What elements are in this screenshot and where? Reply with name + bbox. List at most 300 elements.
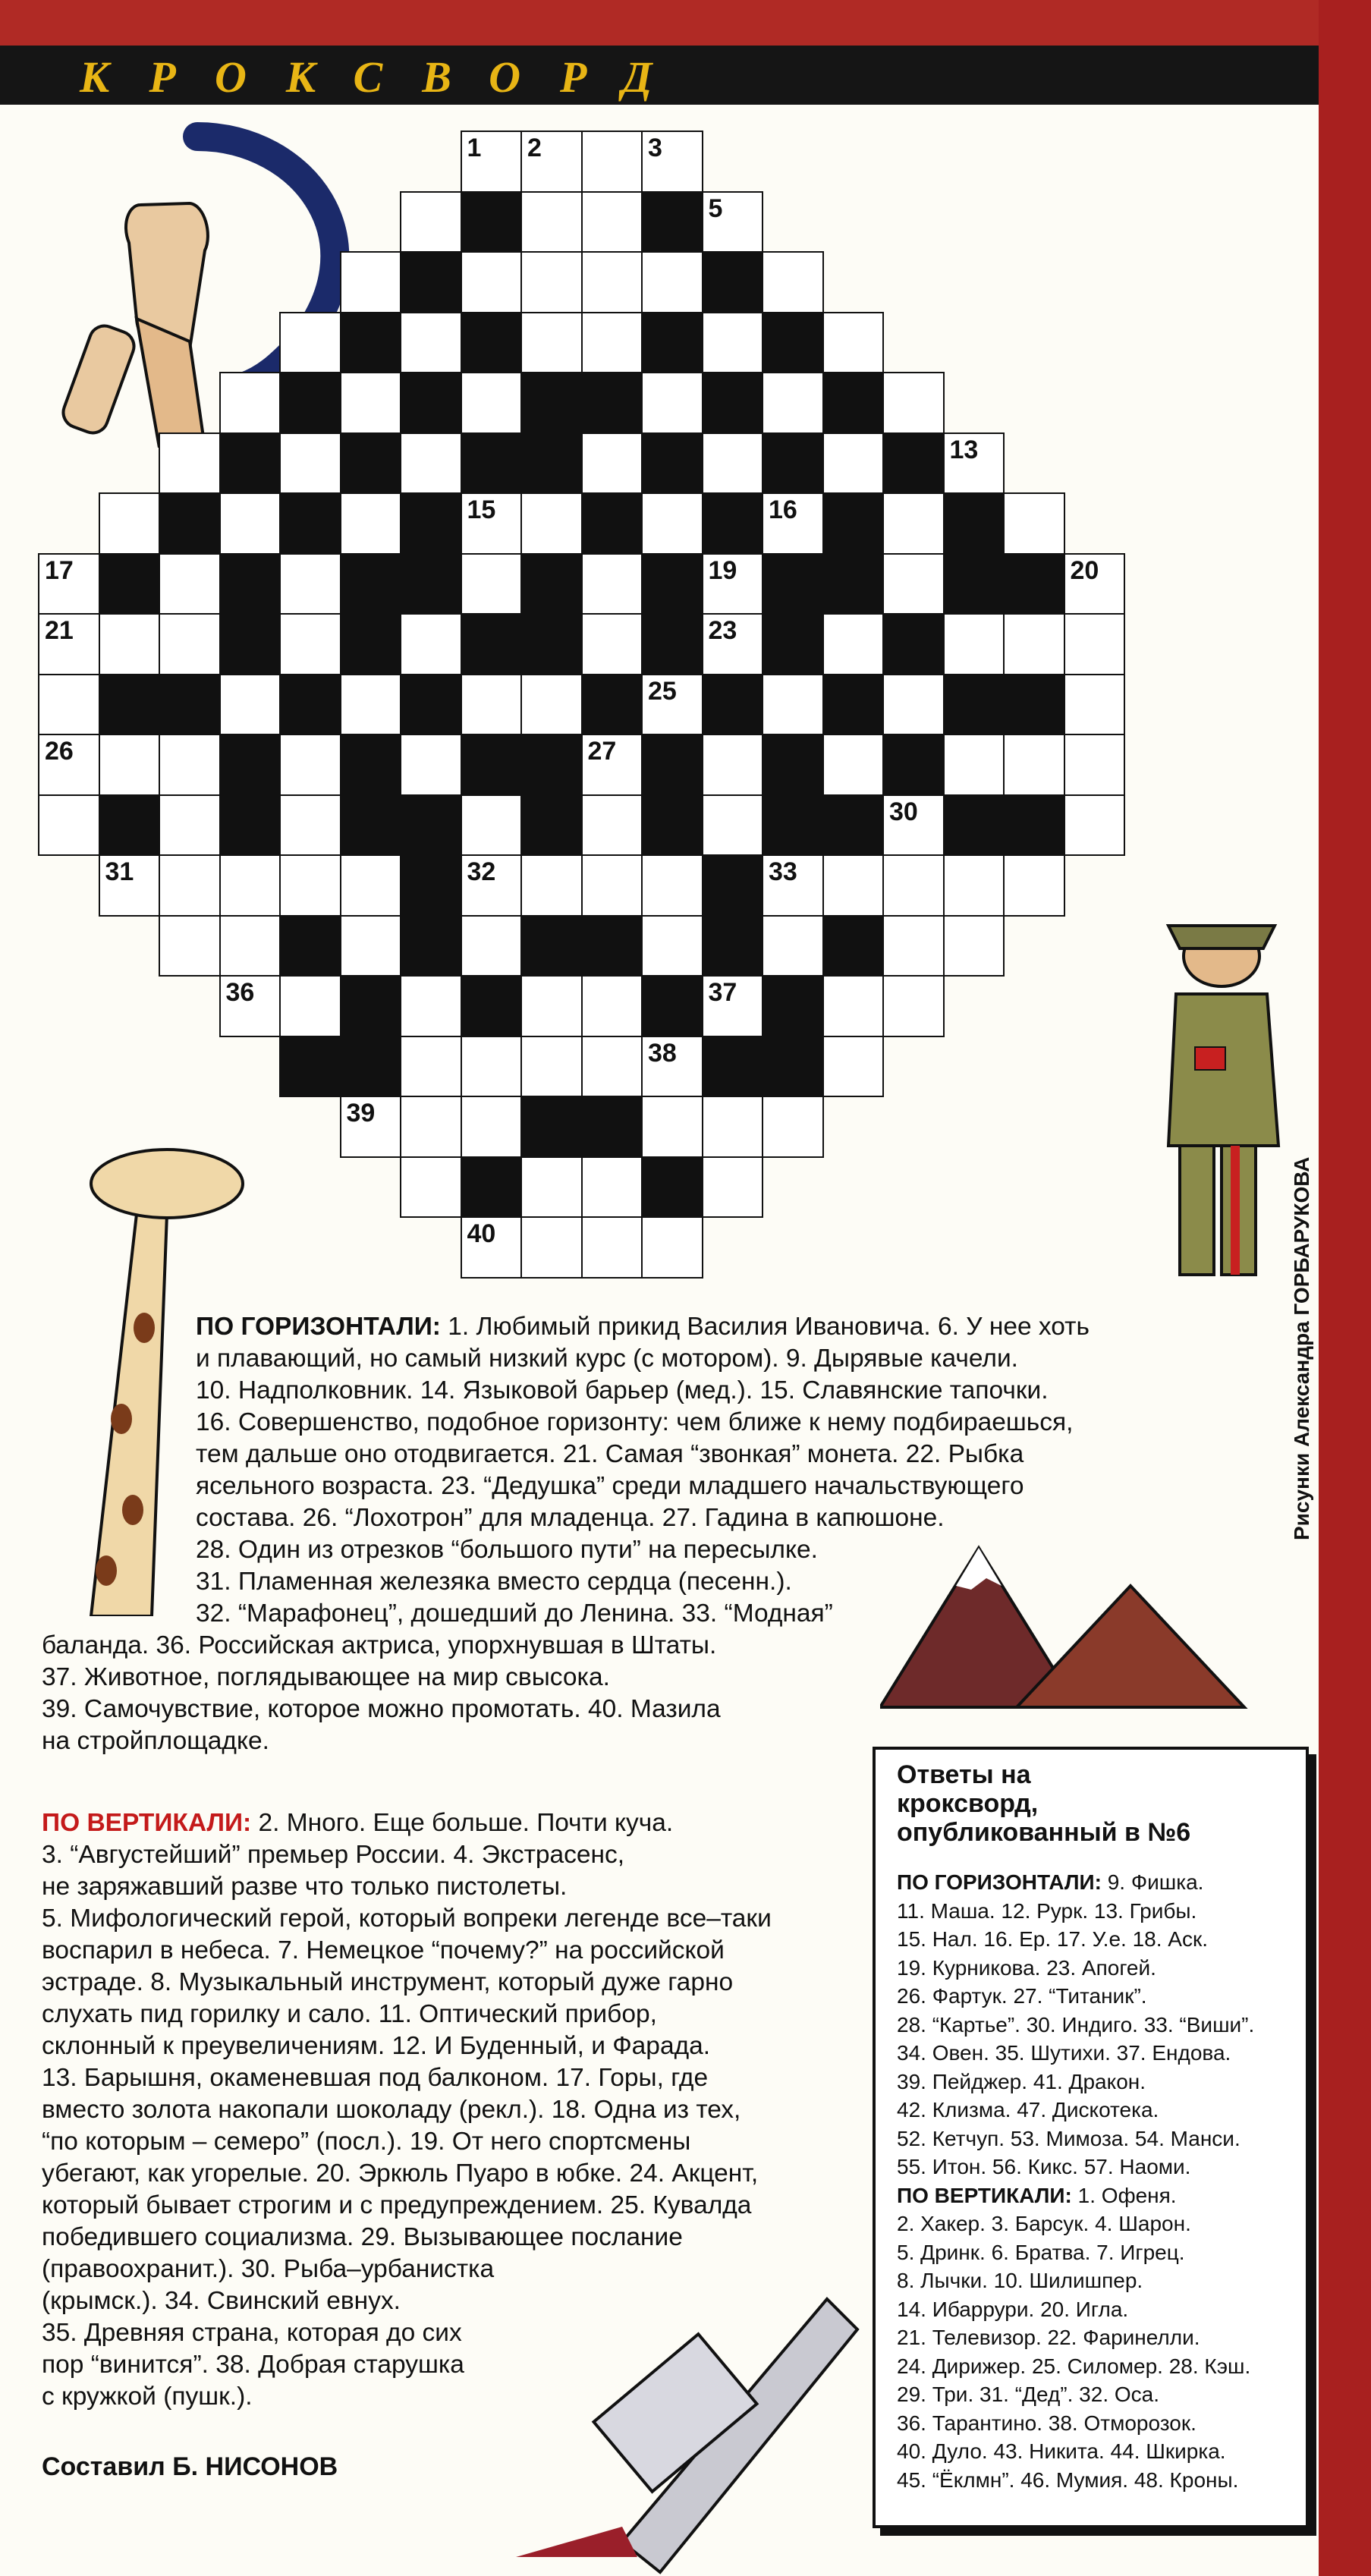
crossword-black-cell bbox=[943, 794, 1005, 857]
clue-number: 26 bbox=[45, 737, 74, 766]
answers-line: 34. Овен. 35. Шутихи. 37. Ендова. bbox=[897, 2041, 1231, 2065]
down-clue-line: победившего социализма. 29. Вызывающее послание bbox=[42, 2223, 683, 2251]
clue-number: 32 bbox=[467, 857, 496, 886]
clue-number: 15 bbox=[467, 495, 496, 524]
clue-number: 16 bbox=[769, 495, 797, 524]
crossword-cell bbox=[400, 312, 462, 374]
crossword-cell bbox=[159, 613, 221, 675]
crossword-cell bbox=[943, 915, 1005, 977]
crossword-black-cell bbox=[279, 1036, 341, 1098]
crossword-cell bbox=[461, 372, 523, 434]
crossword-black-cell bbox=[400, 915, 462, 977]
crossword-cell bbox=[400, 432, 462, 495]
crossword-black-cell bbox=[520, 553, 583, 615]
down-clue-line: “по которым – семеро” (посл.). 19. От него спортсмены bbox=[42, 2128, 691, 2156]
answers-across-header: ПО ГОРИЗОНТАЛИ: bbox=[897, 1870, 1102, 1894]
crossword-cell bbox=[520, 1216, 583, 1279]
crossword-black-cell bbox=[159, 492, 221, 555]
crossword-cell bbox=[702, 975, 764, 1037]
crossword-cell bbox=[461, 674, 523, 736]
crossword-black-cell bbox=[882, 432, 945, 495]
clue-number: 36 bbox=[225, 978, 255, 1007]
crossword-black-cell bbox=[641, 553, 703, 615]
answers-line: 21. Телевизор. 22. Фаринелли. bbox=[897, 2326, 1200, 2349]
crossword-cell bbox=[279, 613, 341, 675]
crossword-cell bbox=[340, 915, 402, 977]
crossword-cell bbox=[702, 734, 764, 796]
down-clue-line: с кружкой (пушк.). bbox=[42, 2383, 253, 2411]
crossword-cell bbox=[762, 251, 824, 313]
clue-number: 21 bbox=[45, 616, 74, 645]
crossword-cell bbox=[400, 1096, 462, 1158]
crossword-black-cell bbox=[882, 613, 945, 675]
across-clue-line: 32. “Марафонец”, дошедший до Ленина. 33. “Модная” bbox=[196, 1599, 833, 1628]
crossword-cell bbox=[520, 191, 583, 253]
crossword-cell bbox=[822, 1036, 885, 1098]
crossword-cell bbox=[882, 854, 945, 917]
crossword-black-cell bbox=[641, 1156, 703, 1219]
answers-line: 19. Курникова. 23. Апогей. bbox=[897, 1955, 1156, 1980]
crossword-cell bbox=[340, 251, 402, 313]
answers-down-line: ПО ВЕРТИКАЛИ: 1. Офеня. bbox=[897, 2183, 1177, 2207]
crossword-cell bbox=[882, 492, 945, 555]
crossword-black-cell bbox=[702, 854, 764, 917]
down-clue-line: 5. Мифологический герой, который вопреки легенде все–таки bbox=[42, 1904, 772, 1933]
crossword-cell bbox=[461, 915, 523, 977]
crossword-cell bbox=[219, 492, 281, 555]
crossword-cell bbox=[340, 674, 402, 736]
crossword-cell bbox=[159, 915, 221, 977]
answers-line: 2. Хакер. 3. Барсук. 4. Шарон. bbox=[897, 2212, 1191, 2235]
crossword-black-cell bbox=[641, 975, 703, 1037]
answers-across-line: ПО ГОРИЗОНТАЛИ: 9. Фишка. bbox=[897, 1870, 1204, 1894]
crossword-black-cell bbox=[520, 1096, 583, 1158]
crossword-cell bbox=[279, 734, 341, 796]
crossword-cell bbox=[38, 794, 100, 857]
crossword-cell bbox=[762, 854, 824, 917]
crossword-black-cell bbox=[762, 794, 824, 857]
crossword-black-cell bbox=[219, 613, 281, 675]
crossword-black-cell bbox=[279, 674, 341, 736]
crossword-cell bbox=[581, 251, 643, 313]
crossword-cell bbox=[882, 975, 945, 1037]
clue-number: 39 bbox=[346, 1099, 376, 1128]
crossword-black-cell bbox=[882, 734, 945, 796]
crossword-cell bbox=[943, 854, 1005, 917]
clue-number: 17 bbox=[45, 555, 74, 585]
across-clue-line: и плавающий, но самый низкий курс (с мотором). 9. Дырявые качели. bbox=[196, 1345, 1018, 1373]
crossword-cell bbox=[219, 372, 281, 434]
crossword-black-cell bbox=[702, 492, 764, 555]
crossword-cell bbox=[581, 553, 643, 615]
crossword-black-cell bbox=[461, 191, 523, 253]
crossword-black-cell bbox=[99, 553, 161, 615]
crossword-black-cell bbox=[822, 492, 885, 555]
answers-line: 28. “Картье”. 30. Индиго. 33. “Виши”. bbox=[897, 2012, 1255, 2037]
crossword-black-cell bbox=[943, 492, 1005, 555]
crossword-cell bbox=[882, 794, 945, 857]
crossword-black-cell bbox=[340, 312, 402, 374]
crossword-cell bbox=[159, 432, 221, 495]
crossword-black-cell bbox=[400, 794, 462, 857]
clue-number: 23 bbox=[708, 616, 737, 645]
crossword-black-cell bbox=[822, 553, 885, 615]
down-clue-line: убегают, как угорелые. 20. Эркюль Пуаро в юбке. 24. Акцент, bbox=[42, 2159, 759, 2188]
crossword-black-cell bbox=[581, 674, 643, 736]
clue-number: 20 bbox=[1070, 555, 1099, 585]
crossword-cell bbox=[159, 854, 221, 917]
crossword-black-cell bbox=[461, 432, 523, 495]
crossword-cell bbox=[340, 372, 402, 434]
crossword-cell bbox=[641, 674, 703, 736]
crossword-cell bbox=[99, 613, 161, 675]
answers-line: 15. Нал. 16. Ер. 17. У.е. 18. Аск. bbox=[897, 1927, 1208, 1951]
crossword-cell bbox=[520, 674, 583, 736]
crossword-cell bbox=[461, 492, 523, 555]
crossword-black-cell bbox=[581, 492, 643, 555]
down-clue-line: вместо золота накопали шоколаду (рекл.). 18. Одна из тех, bbox=[42, 2096, 741, 2124]
crossword-cell bbox=[38, 734, 100, 796]
answers-line: 24. Дирижер. 25. Силомер. 28. Кэш. bbox=[897, 2354, 1251, 2378]
crossword-cell bbox=[461, 553, 523, 615]
crossword-black-cell bbox=[762, 432, 824, 495]
down-clue-line: слухать пид горилку и сало. 11. Оптический прибор, bbox=[42, 2000, 657, 2028]
crossword-black-cell bbox=[641, 794, 703, 857]
crossword-black-cell bbox=[943, 674, 1005, 736]
crossword-black-cell bbox=[822, 674, 885, 736]
across-clues-body-2 bbox=[196, 1534, 833, 1630]
right-border bbox=[1319, 0, 1371, 2576]
crossword-cell bbox=[882, 553, 945, 615]
crossword-cell bbox=[581, 312, 643, 374]
crossword-cell bbox=[219, 915, 281, 977]
crossword-black-cell bbox=[702, 674, 764, 736]
answers-line: 5. Дринк. 6. Братва. 7. Игрец. bbox=[897, 2240, 1185, 2264]
across-clue-line: тем дальше оно отодвигается. 21. Самая “звонкая” монета. 22. Рыбка bbox=[196, 1440, 1024, 1468]
crossword-cell bbox=[762, 1096, 824, 1158]
across-clue-line: ясельного возраста. 23. “Дедушка” среди младшего начальствующего bbox=[196, 1472, 1024, 1500]
top-border bbox=[0, 0, 1371, 46]
answers-line: 39. Пейджер. 41. Дракон. bbox=[897, 2069, 1146, 2093]
answers-line: 29. Три. 31. “Дед”. 32. Оса. bbox=[897, 2383, 1160, 2406]
mountains-illustration bbox=[880, 1518, 1259, 1722]
crossword-black-cell bbox=[520, 432, 583, 495]
clue-number: 19 bbox=[708, 555, 737, 585]
down-clue-line: пор “винится”. 38. Добрая старушка bbox=[42, 2351, 464, 2379]
crossword-black-cell bbox=[219, 432, 281, 495]
across-clue-line: 39. Самочувствие, которое можно промотать. 40. Мазила bbox=[42, 1695, 721, 1723]
crossword-black-cell bbox=[400, 251, 462, 313]
down-clue-line: склонный к преувеличениям. 12. И Буденный, и Фарада. bbox=[42, 2032, 711, 2060]
crossword-cell bbox=[581, 975, 643, 1037]
crossword-cell bbox=[520, 975, 583, 1037]
crossword-black-cell bbox=[762, 553, 824, 615]
crossword-cell bbox=[38, 674, 100, 736]
crossword-cell bbox=[581, 613, 643, 675]
clue-number: 30 bbox=[889, 797, 918, 826]
crossword-cell bbox=[702, 1096, 764, 1158]
down-clues bbox=[42, 1807, 772, 2413]
across-clue-line: 31. Пламенная железяка вместо сердца (песенн.). bbox=[196, 1568, 792, 1596]
crossword-cell bbox=[1064, 613, 1126, 675]
answers-title: Ответы на кроксворд, опубликованный в №6 bbox=[897, 1760, 1191, 1847]
crossword-cell bbox=[641, 251, 703, 313]
crossword-cell bbox=[1064, 674, 1126, 736]
crossword-black-cell bbox=[822, 794, 885, 857]
crossword-cell bbox=[340, 854, 402, 917]
crossword-cell bbox=[400, 1156, 462, 1219]
crossword-black-cell bbox=[400, 492, 462, 555]
crossword-cell bbox=[520, 131, 583, 193]
answers-line: 42. Клизма. 47. Дискотека. bbox=[897, 2098, 1159, 2122]
crossword-black-cell bbox=[641, 613, 703, 675]
crossword-cell bbox=[1003, 613, 1065, 675]
crossword-black-cell bbox=[702, 372, 764, 434]
crossword-cell bbox=[641, 915, 703, 977]
crossword-black-cell bbox=[943, 553, 1005, 615]
author-credit: Составил Б. НИСОНОВ bbox=[42, 2452, 338, 2481]
crossword-cell bbox=[943, 432, 1005, 495]
illustrator-credit: Рисунки Александра ГОРБАРУКОВА bbox=[1290, 1156, 1313, 1540]
crossword-cell bbox=[520, 251, 583, 313]
crossword-cell bbox=[461, 1036, 523, 1098]
crossword-cell bbox=[822, 312, 885, 374]
crossword-cell bbox=[400, 613, 462, 675]
across-clue-line: 10. Надполковник. 14. Языковой барьер (мед.). 15. Славянские тапочки. bbox=[196, 1376, 1049, 1404]
crossword-black-cell bbox=[340, 1036, 402, 1098]
clue-number: 1 bbox=[467, 134, 482, 162]
crossword-cell bbox=[340, 1096, 402, 1158]
crossword-cell bbox=[882, 674, 945, 736]
crossword-cell bbox=[641, 372, 703, 434]
crossword-cell bbox=[822, 432, 885, 495]
clue-number: 40 bbox=[467, 1219, 496, 1248]
answers-line: 36. Тарантино. 38. Отморозок. bbox=[897, 2411, 1196, 2435]
crossword-black-cell bbox=[702, 251, 764, 313]
crossword-cell bbox=[822, 613, 885, 675]
crossword-cell bbox=[159, 734, 221, 796]
crossword-cell bbox=[702, 1156, 764, 1219]
answers-body bbox=[897, 1868, 1254, 2494]
crossword-cell bbox=[219, 975, 281, 1037]
answers-line: 52. Кетчуп. 53. Мимоза. 54. Манси. bbox=[897, 2126, 1241, 2150]
clue-number: 37 bbox=[708, 978, 737, 1007]
crossword-black-cell bbox=[641, 734, 703, 796]
crossword-cell bbox=[400, 975, 462, 1037]
crossword-cell bbox=[702, 553, 764, 615]
crossword-black-cell bbox=[340, 432, 402, 495]
down-clue-line: который бывает строгим и с предупреждением. 25. Кувалда bbox=[42, 2191, 752, 2219]
crossword-cell bbox=[581, 131, 643, 193]
crossword-cell bbox=[581, 854, 643, 917]
down-clue-line: (правоохранит.). 30. Рыба–урбанистка bbox=[42, 2255, 495, 2283]
crossword-black-cell bbox=[520, 372, 583, 434]
crossword-cell bbox=[943, 734, 1005, 796]
crossword-cell bbox=[1003, 734, 1065, 796]
crossword-cell bbox=[762, 915, 824, 977]
crossword-cell bbox=[99, 734, 161, 796]
down-clue-line: не заряжавший разве что только пистолеты. bbox=[42, 1873, 568, 1901]
crossword-black-cell bbox=[340, 613, 402, 675]
crossword-black-cell bbox=[400, 553, 462, 615]
crossword-cell bbox=[400, 734, 462, 796]
down-header: ПО ВЕРТИКАЛИ: bbox=[42, 1809, 252, 1837]
clue-number: 25 bbox=[648, 676, 677, 706]
crossword-black-cell bbox=[219, 553, 281, 615]
crossword-black-cell bbox=[762, 975, 824, 1037]
crossword-black-cell bbox=[99, 794, 161, 857]
crossword-cell bbox=[762, 372, 824, 434]
crossword-cell bbox=[882, 915, 945, 977]
crossword-black-cell bbox=[581, 1096, 643, 1158]
across-clues bbox=[196, 1311, 1090, 1343]
crossword-cell bbox=[279, 794, 341, 857]
crossword-black-cell bbox=[702, 915, 764, 977]
crossword-cell bbox=[461, 854, 523, 917]
crossword-black-cell bbox=[219, 734, 281, 796]
down-clue-line: эстраде. 8. Музыкальный инструмент, который дуже гарно bbox=[42, 1968, 734, 1996]
crossword-cell bbox=[38, 613, 100, 675]
across-clue-line: 37. Животное, поглядывающее на мир свысока. bbox=[42, 1663, 610, 1691]
clue-number: 2 bbox=[527, 134, 542, 162]
crossword-cell bbox=[461, 794, 523, 857]
crossword-black-cell bbox=[641, 432, 703, 495]
crossword-cell bbox=[520, 1156, 583, 1219]
crossword-cell bbox=[581, 794, 643, 857]
crossword-black-cell bbox=[461, 975, 523, 1037]
crossword-cell bbox=[702, 191, 764, 253]
crossword-cell bbox=[822, 854, 885, 917]
answers-down-header: ПО ВЕРТИКАЛИ: bbox=[897, 2183, 1072, 2207]
crossword-black-cell bbox=[279, 492, 341, 555]
down-clue-line: (крымск.). 34. Свинский евнух. bbox=[42, 2287, 401, 2315]
down-clues-line: ПО ВЕРТИКАЛИ: 2. Много. Еще больше. Почти куча. bbox=[42, 1809, 674, 1837]
page-title: КРОКСВОРД bbox=[80, 52, 692, 102]
clue-number: 5 bbox=[708, 193, 723, 223]
crossword-black-cell bbox=[99, 674, 161, 736]
clue-number: 38 bbox=[648, 1038, 677, 1068]
crossword-cell bbox=[279, 975, 341, 1037]
crossword-cell bbox=[943, 613, 1005, 675]
crossword-black-cell bbox=[581, 372, 643, 434]
crossword-cell bbox=[99, 492, 161, 555]
answers-line: 14. Ибаррури. 20. Игла. bbox=[897, 2297, 1129, 2321]
crossword-cell bbox=[581, 1036, 643, 1098]
crossword-cell bbox=[340, 492, 402, 555]
crossword-cell bbox=[279, 312, 341, 374]
crossword-black-cell bbox=[461, 1156, 523, 1219]
crossword-black-cell bbox=[762, 1036, 824, 1098]
answers-box bbox=[873, 1747, 1309, 2528]
crossword-black-cell bbox=[762, 613, 824, 675]
crossword-black-cell bbox=[461, 613, 523, 675]
crossword-cell bbox=[461, 251, 523, 313]
across-clues-body bbox=[196, 1343, 1073, 1534]
crossword-cell bbox=[520, 492, 583, 555]
crossword-cell bbox=[702, 613, 764, 675]
crossword-black-cell bbox=[159, 674, 221, 736]
crossword-cell bbox=[702, 312, 764, 374]
crossword-black-cell bbox=[219, 794, 281, 857]
crossword-cell bbox=[581, 1216, 643, 1279]
crossword-cell bbox=[641, 131, 703, 193]
crossword-black-cell bbox=[400, 372, 462, 434]
answers-line: 40. Дуло. 43. Никита. 44. Шкирка. bbox=[897, 2439, 1226, 2463]
crossword-black-cell bbox=[702, 1036, 764, 1098]
across-clue-line: на стройплощадке. bbox=[42, 1727, 269, 1755]
crossword-cell bbox=[581, 432, 643, 495]
crossword-cell bbox=[641, 1096, 703, 1158]
crossword-cell bbox=[762, 492, 824, 555]
crossword-cell bbox=[822, 734, 885, 796]
crossword-black-cell bbox=[1003, 674, 1065, 736]
down-clue-line: 13. Барышня, окаменевшая под балконом. 17. Горы, где bbox=[42, 2064, 709, 2092]
crossword-black-cell bbox=[1003, 794, 1065, 857]
crossword-cell bbox=[461, 1096, 523, 1158]
crossword-cell bbox=[641, 854, 703, 917]
crossword-cell bbox=[641, 492, 703, 555]
answers-line: 11. Маша. 12. Рурк. 13. Грибы. bbox=[897, 1898, 1197, 1923]
crossword-cell bbox=[1064, 734, 1126, 796]
crossword-cell bbox=[702, 432, 764, 495]
crossword-black-cell bbox=[400, 854, 462, 917]
crossword-cell bbox=[520, 312, 583, 374]
crossword-cell bbox=[461, 1216, 523, 1279]
crossword-black-cell bbox=[340, 553, 402, 615]
crossword-cell bbox=[99, 854, 161, 917]
crossword-black-cell bbox=[461, 312, 523, 374]
crossword-cell bbox=[219, 854, 281, 917]
crossword-cell bbox=[279, 854, 341, 917]
down-clue-line: 3. “Августейший” премьер России. 4. Экстрасенс, bbox=[42, 1841, 625, 1869]
crossword-cell bbox=[641, 1216, 703, 1279]
across-header: ПО ГОРИЗОНТАЛИ: bbox=[196, 1313, 441, 1341]
across-clue-line: баланда. 36. Российская актриса, упорхнувшая в Штаты. bbox=[42, 1631, 717, 1659]
crossword-black-cell bbox=[520, 915, 583, 977]
crossword-cell bbox=[822, 975, 885, 1037]
crossword-cell bbox=[279, 553, 341, 615]
crossword-black-cell bbox=[762, 734, 824, 796]
clue-number: 3 bbox=[648, 134, 662, 162]
crossword-cell bbox=[1064, 794, 1126, 857]
crossword-cell bbox=[581, 734, 643, 796]
crossword-black-cell bbox=[340, 794, 402, 857]
across-clues-line: ПО ГОРИЗОНТАЛИ: 1. Любимый прикид Василия Ивановича. 6. У нее хоть bbox=[196, 1313, 1090, 1341]
crossword-cell bbox=[1003, 492, 1065, 555]
across-clue-line: 28. Один из отрезков “большого пути” на пересылке. bbox=[196, 1536, 818, 1564]
crossword-black-cell bbox=[400, 674, 462, 736]
crossword-black-cell bbox=[1003, 553, 1065, 615]
crossword-cell bbox=[400, 191, 462, 253]
crossword-black-cell bbox=[641, 312, 703, 374]
crossword-cell bbox=[520, 1036, 583, 1098]
crossword-cell bbox=[159, 553, 221, 615]
crossword-black-cell bbox=[581, 915, 643, 977]
crossword-black-cell bbox=[340, 975, 402, 1037]
crossword-cell bbox=[159, 794, 221, 857]
across-clues-body-3 bbox=[42, 1630, 721, 1757]
crossword-cell bbox=[702, 794, 764, 857]
answers-line: 8. Лычки. 10. Шилишпер. bbox=[897, 2269, 1143, 2292]
clue-number: 31 bbox=[105, 857, 134, 886]
crossword-cell bbox=[38, 553, 100, 615]
crossword-cell bbox=[762, 674, 824, 736]
crossword-black-cell bbox=[279, 372, 341, 434]
crossword-black-cell bbox=[340, 734, 402, 796]
crossword-cell bbox=[279, 432, 341, 495]
crossword-black-cell bbox=[641, 191, 703, 253]
crossword-cell bbox=[520, 854, 583, 917]
